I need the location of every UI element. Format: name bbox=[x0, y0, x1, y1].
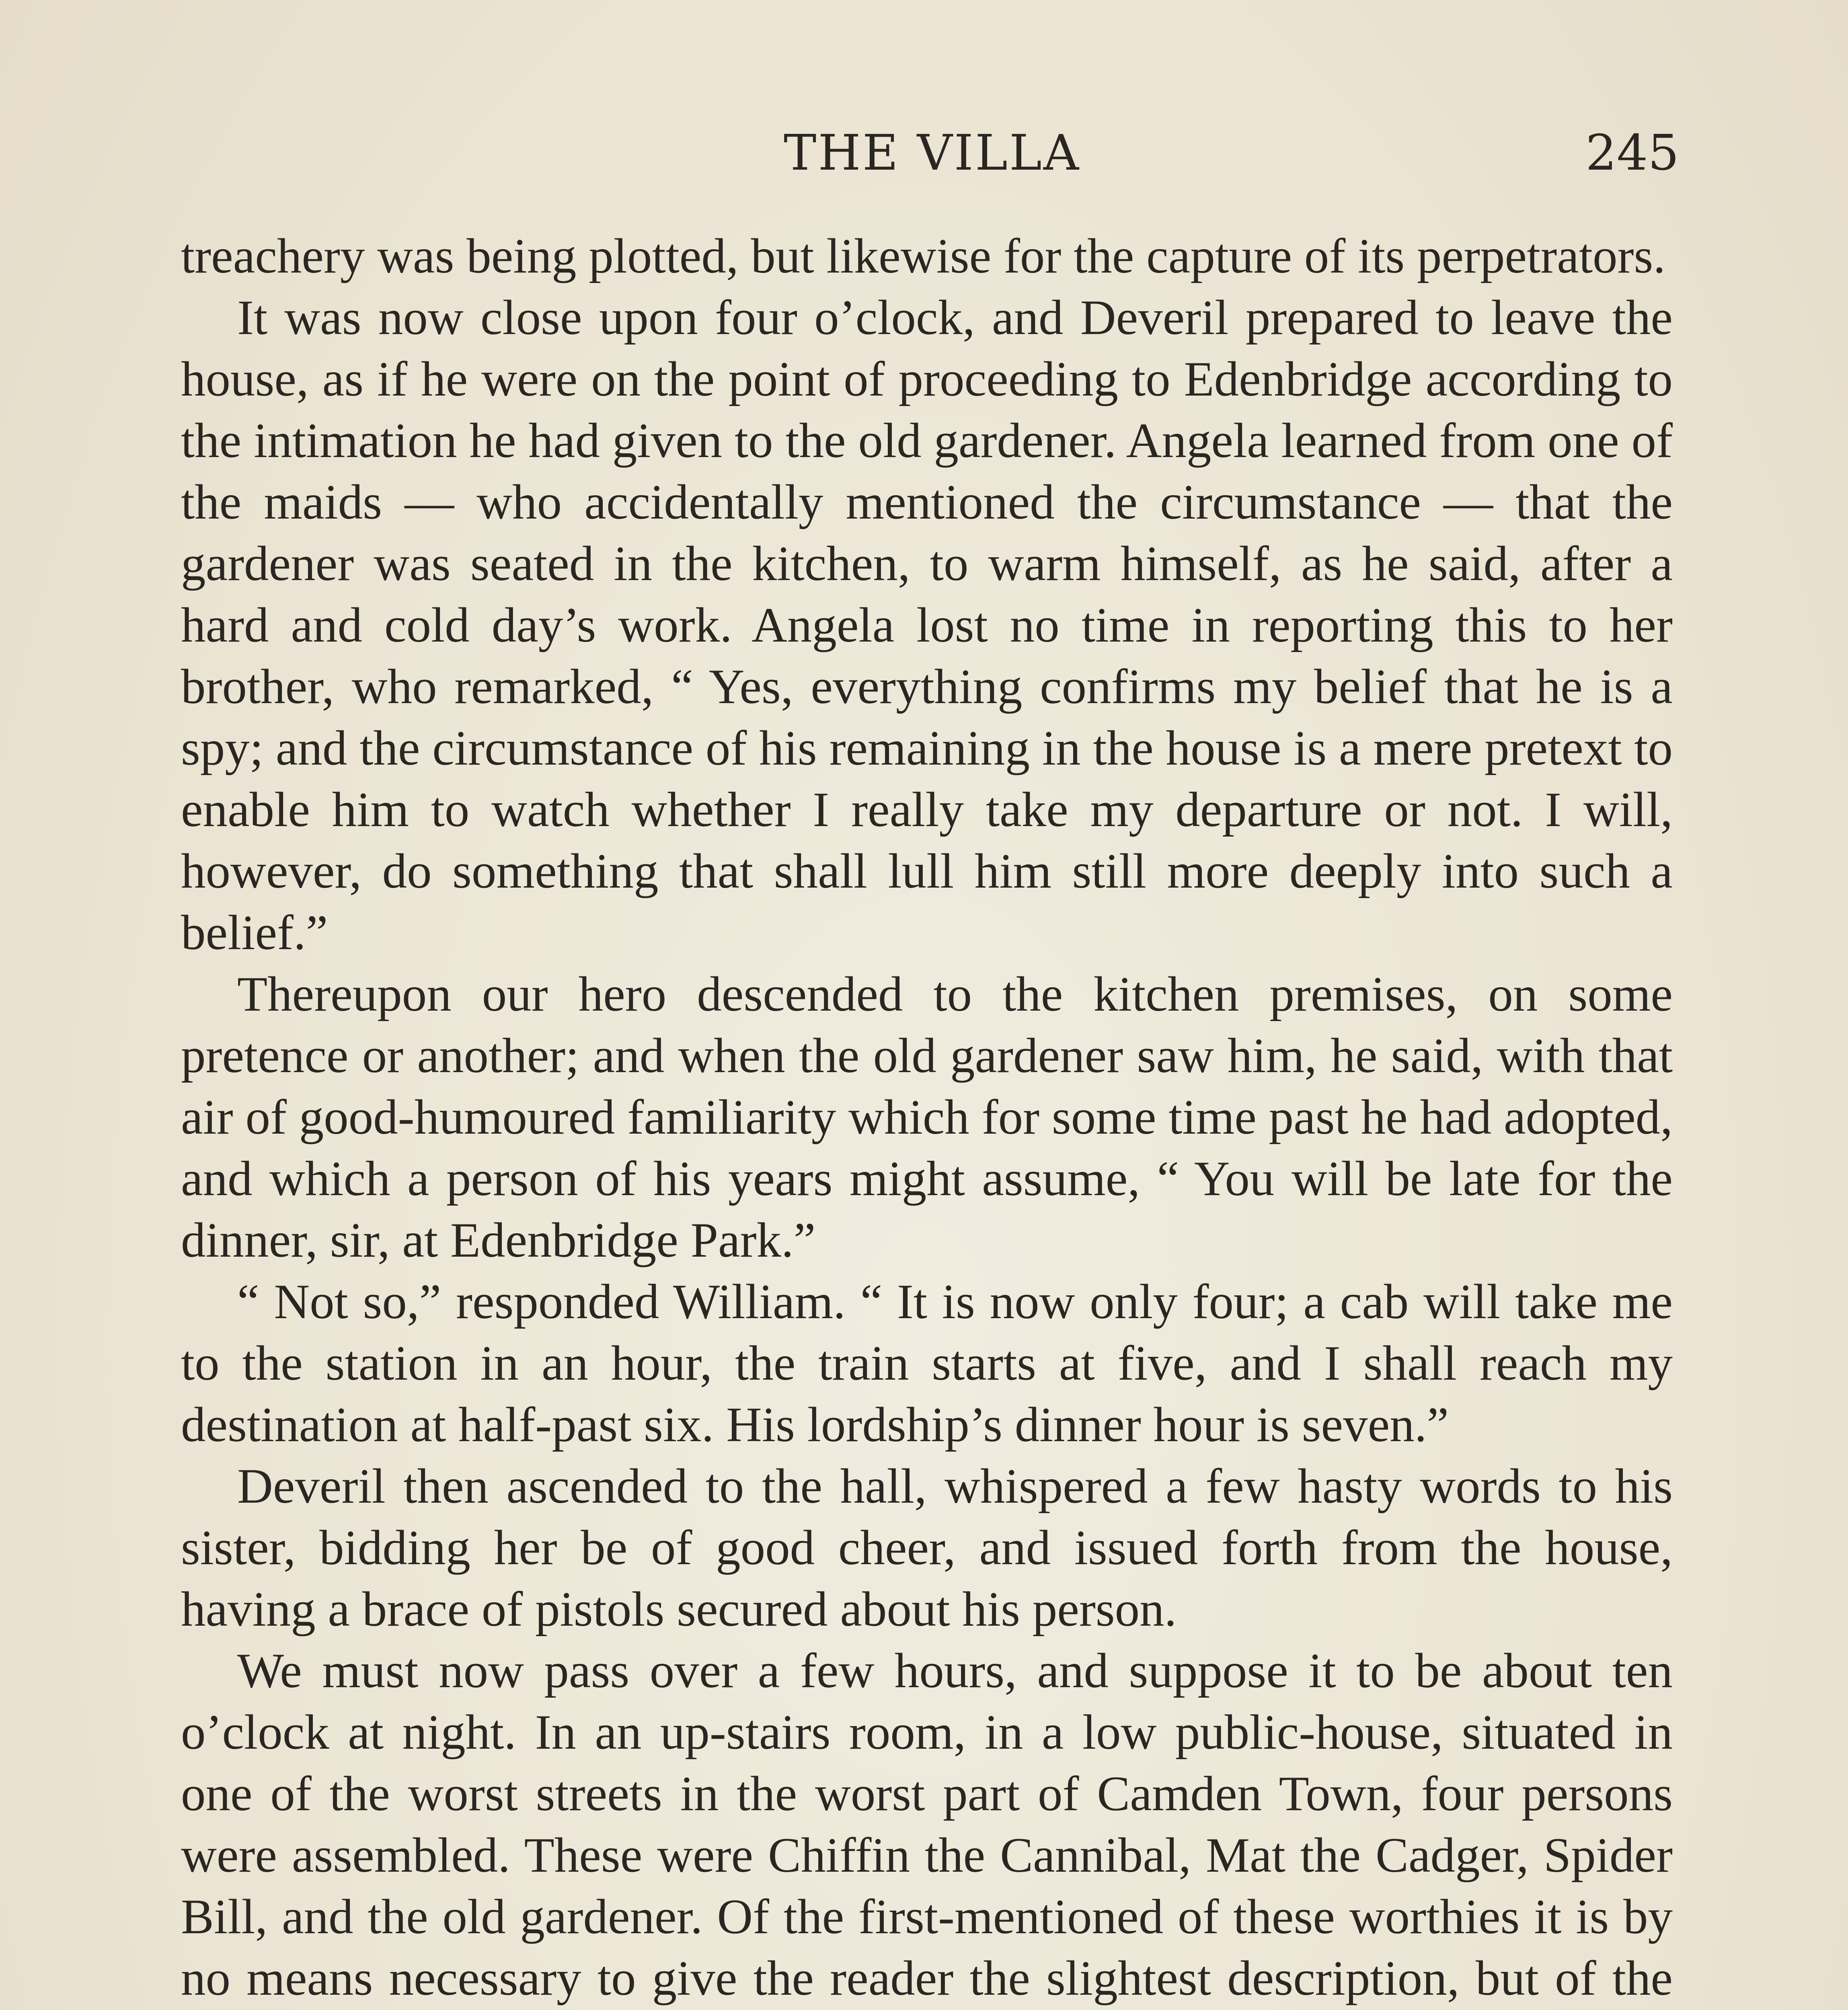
paragraph: Deveril then ascended to the hall, whispered a few hasty words to his sister, bidding her be of good cheer, and issued forth from the house, having a brace of pistols secured about his person. bbox=[181, 1458, 1673, 1637]
page-header bbox=[185, 121, 1679, 185]
paragraph: treachery was being plotted, but likewise for the capture of its perpetrators. bbox=[181, 228, 1666, 283]
paragraph: Thereupon our hero descended to the kitchen premises, on some pretence or another; and when the old gardener saw him, he said, with that air of good-humoured familiarity which for some time past he had adopted, and which a person of his years might assume, “ You will be late for the dinner, sir, at Edenbridge Park.” bbox=[181, 966, 1673, 1268]
paragraph: We must now pass over a few hours, and suppose it to be about ten o’clock at night. In an up-stairs room, in a low public-house, situated in one of the worst streets in the worst part of Camden Town, four persons were assembled. These were Chiffin the Cannibal, Mat the Cadger, Spider Bill, and the old gardener. Of the first-mentioned of these worthies it is by no means necessary to give the reader the slightest description, but of the bbox=[181, 1643, 1673, 2006]
running-title: THE VILLA bbox=[783, 124, 1081, 181]
paragraph: “ Not so,” responded William. “ It is now only four; a cab will take me to the station in an hour, the train starts at five, and I shall reach my destination at half-past six. His lordship’s dinner hour is seven.” bbox=[181, 1274, 1673, 1452]
page-number: 245 bbox=[1585, 124, 1679, 181]
paragraph: It was now close upon four o’clock, and Deveril prepared to leave the house, as if he were on the point of proceeding to Edenbridge according to the intimation he had given to the old gardener. Angela learned from one of the maids — who accidentally mentioned the circumstance — that the gardener was seated in the kitchen, to warm himself, as he said, after a hard and cold day’s work. Angela lost no time in reporting this to her brother, who remarked, “ Yes, everything confirms my belief that he is a spy; and the circumstance of his remaining in the house is a mere pretext to enable him to watch whether I really take my departure or not. I will, however, do something that shall lull him still more deeply into such a belief.” bbox=[181, 290, 1673, 960]
body-text bbox=[181, 225, 1673, 2010]
